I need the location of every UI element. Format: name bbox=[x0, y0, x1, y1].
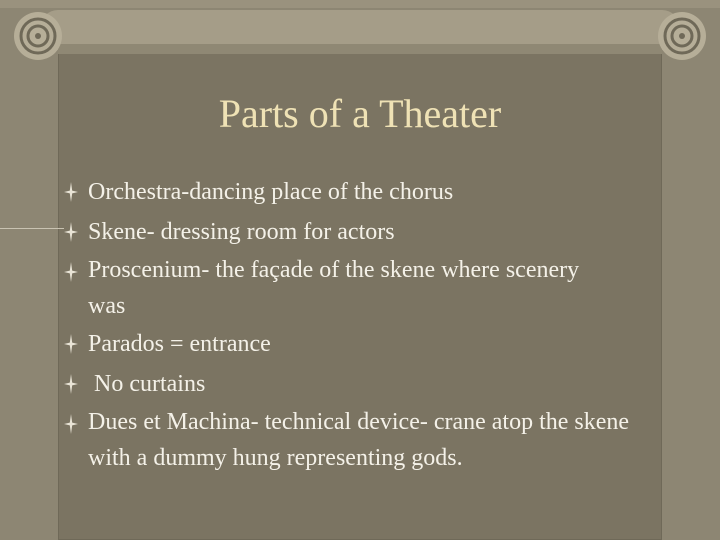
cross-bullet-icon bbox=[64, 374, 78, 394]
bullet-text: Proscenium- the façade of the skene where scenery was bbox=[88, 257, 580, 319]
bullet-text: Skene- dressing room for actors bbox=[88, 219, 395, 245]
bullet-text: Parados = entrance bbox=[88, 331, 271, 357]
list-item bbox=[64, 404, 668, 476]
list-item bbox=[64, 324, 684, 364]
list-item bbox=[64, 364, 684, 404]
list-item bbox=[64, 252, 588, 324]
cross-bullet-icon bbox=[64, 414, 78, 434]
cross-bullet-icon bbox=[64, 262, 78, 282]
bullet-text: Dues et Machina- technical device- crane atop the skene with a dummy hung representing gods. bbox=[88, 409, 630, 471]
list-item bbox=[64, 172, 684, 212]
accent-rule bbox=[0, 228, 64, 229]
ionic-capital-icon bbox=[0, 0, 720, 64]
slide-title: Parts of a Theater bbox=[218, 91, 502, 136]
cross-bullet-icon bbox=[64, 182, 78, 202]
cross-bullet-icon bbox=[64, 334, 78, 354]
list-item bbox=[64, 212, 684, 252]
cross-bullet-icon bbox=[64, 222, 78, 242]
bullet-text: No curtains bbox=[88, 371, 206, 397]
right-volute-icon bbox=[658, 12, 706, 60]
left-volute-icon bbox=[14, 12, 62, 60]
bullet-text: Orchestra-dancing place of the chorus bbox=[88, 179, 454, 205]
bullet-list bbox=[64, 172, 684, 476]
